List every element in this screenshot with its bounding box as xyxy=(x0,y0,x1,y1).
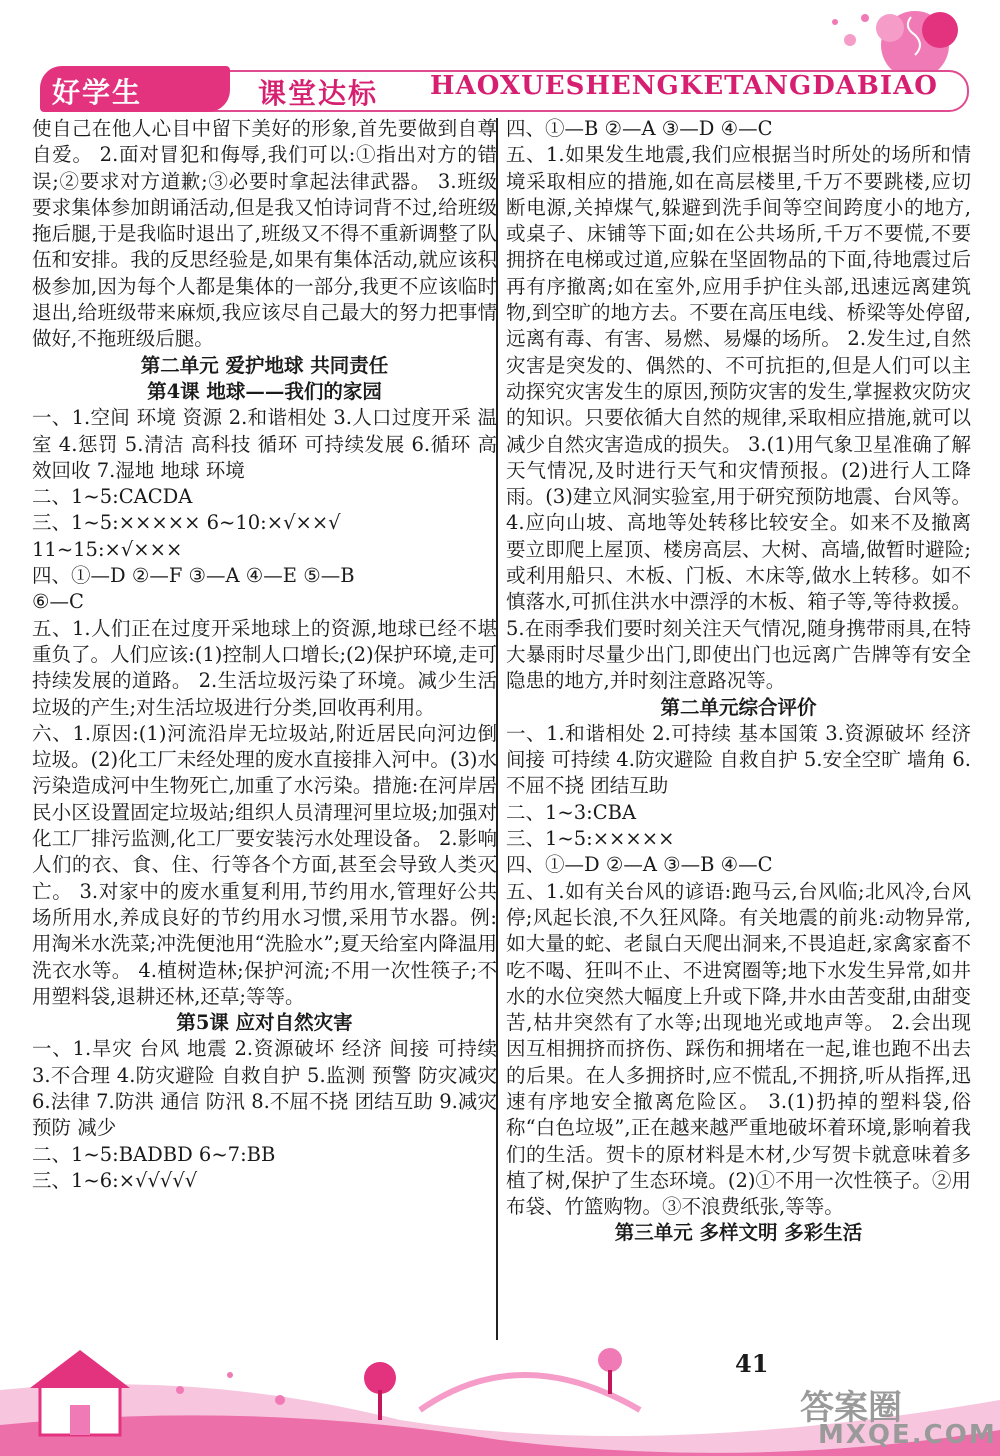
answer-line: 一、1.和谐相处 2.可持续 基本国策 3.资源破坏 经济 间接 可持续 4.防灾避险 自救自护 5.安全空旷 墙角 6.不屈不挠 团结互助 xyxy=(506,721,971,798)
answer-line: 11~15:×√××× xyxy=(32,537,183,561)
answer-line: 二、1~5:CACDA xyxy=(32,485,193,509)
answer-line: 四、①—B ②—A ③—D ④—C xyxy=(506,117,773,140)
answer-line: 四、①—D ②—A ③—B ④—C xyxy=(506,853,773,877)
page-number: 41 xyxy=(735,1349,769,1378)
watermark-title: 答案圈 xyxy=(800,1388,902,1428)
lesson-heading: 第5课 应对自然灾害 xyxy=(176,1011,353,1035)
left-column xyxy=(32,116,497,1194)
answer-line: 二、1~3:CBA xyxy=(506,800,637,824)
unit-heading: 第二单元 爱护地球 共同责任 xyxy=(140,353,389,377)
answer-line: ⑥—C xyxy=(32,590,84,614)
unit-review-heading: 第二单元综合评价 xyxy=(660,695,817,719)
header-pinyin: HAOXUESHENGKETANGDABIAO xyxy=(430,71,938,101)
answer-line: 二、1~5:BADBD 6~7:BB xyxy=(32,1142,276,1166)
watermark xyxy=(800,1380,997,1450)
paragraph: 使自己在他人心目中留下美好的形象,首先要做到自尊自爱。 2.面对冒犯和侮辱,我们可以:①指出对方的错误;②要求对方道歉;③必要时拿起法律武器。 3.班级要求集体参加朗诵活动,但是我又怕诗词背不过,给班级拖后腿,于是我临时退出了,班级又不得不重新调整了队伍和安排。我的反思经验是,如果有集体活动,就应该积极参加,因为每个人都是集体的一部分,我更不应该临时退出,给班级带来麻烦,我应该尽自己最大的努力把事情做好,不拖班级后腿。 xyxy=(32,117,497,351)
answer-line: 一、1.空间 环境 资源 2.和谐相处 3.人口过度开采 温室 4.惩罚 5.清洁 高科技 循环 可持续发展 6.循环 高效回收 7.湿地 地球 环境 xyxy=(32,406,497,482)
answer-line: 三、1~6:×√√√√√ xyxy=(32,1168,198,1192)
brand-pill xyxy=(40,66,230,112)
paragraph: 五、1.如果发生地震,我们应根据当时所处的场所和情境采取相应的措施,如在高层楼里,千万不要跳楼,应切断电源,关掉煤气,躲避到洗手间等空间跨度小的地方,或桌子、床铺等下面;如在公共场所,千万不要慌,不要拥挤在电梯或过道,应躲在坚固物品的下面,待地震过后再有序撤离;如在室外,应用手护住头部,迅速远离建筑物,到空旷的地方去。不要在高压电线、桥梁等处停留,远离有毒、有害、易燃、易爆的场所。 2.发生过,自然灾害是突发的、偶然的、不可抗拒的,但是人们可以主动探究灾害发生的原因,预防灾害的发生,掌握救灾防灾的知识。只要依循大自然的规律,采取相应措施,就可以减少自然灾害造成的损失。 3.(1)用气象卫星准确了解天气情况,及时进行天气和灾情预报。(2)进行人工降雨。(3)建立风洞实验室,用于研究预防地震、台风等。 4.应向山坡、高地等处转移比较安全。如来不及撤离要立即爬上屋顶、楼房高层、大树、高墙,做暂时避险;或利用船只、木板、门板、木床等,做水上转移。如不慎落水,可抓住洪水中漂浮的木板、箱子等,等待救援。 5.在雨季我们要时刻关注天气情况,随身携带雨具,在特大暴雨时尽量少出门,即使出门也远离广告牌等有安全隐患的地方,并时刻注意路况等。 xyxy=(506,143,971,693)
paragraph: 五、1.如有关台风的谚语:跑马云,台风临;北风冷,台风停;风起长浪,不久狂风降。有关地震的前兆:动物异常,如大量的蛇、老鼠白天爬出洞来,不畏追赶,家禽家畜不吃不喝、狂叫不止、不进窝圈等;地下水发生异常,如井水的水位突然大幅度上升或下降,井水由苦变甜,由甜变苦,枯井突然有了水等;出现地光或地声等。 2.会出现因互相拥挤而挤伤、踩伤和拥堵在一起,谁也跑不出去的后果。在人多拥挤时,应不慌乱,不拥挤,听从指挥,迅速有序地安全撤离危险区。 3.(1)扔掉的塑料袋,俗称“白色垃圾”,正在越来越严重地破坏着环境,影响着我们的生活。贺卡的原材料是木材,少写贺卡就意味着多植了树,保护了生态环境。(2)①不用一次性筷子。②用布袋、竹篮购物。③不浪费纸张,等等。 xyxy=(506,879,971,1219)
paragraph: 五、1.人们正在过度开采地球上的资源,地球已经不堪重负了。人们应该:(1)控制人口增长;(2)保护环境,走可持续发展的道路。 2.生活垃圾污染了环境。减少生活垃圾的产生;对生活垃圾进行分类,回收再利用。 xyxy=(32,616,497,719)
header-subtitle: 课堂达标 xyxy=(258,77,379,110)
lesson-heading: 第4课 地球——我们的家园 xyxy=(147,379,382,403)
answer-line: 三、1~5:××××× 6~10:×√××√ xyxy=(32,511,341,535)
right-column xyxy=(506,116,971,1247)
brand-title: 好学生 xyxy=(52,76,143,109)
answer-line: 三、1~5:××××× xyxy=(506,827,675,851)
paragraph: 六、1.原因:(1)河流沿岸无垃圾站,附近居民向河边倒垃圾。(2)化工厂未经处理的废水直接排入河中。(3)水污染造成河中生物死亡,加重了水污染。措施:在河岸居民小区设置固定垃圾站;组织人员清理河里垃圾;加强对化工厂排污监测,化工厂要安装污水处理设备。 2.影响人们的衣、食、住、行等各个方面,甚至会导致人类灭亡。 3.对家中的废水重复利用,节约用水,管理好公共场所用水,养成良好的节约用水习惯,采用节水器。例:用淘米水洗菜;冲洗便池用“洗脸水”;夏天给室内降温用洗衣水等。 4.植树造林;保护河流;不用一次性筷子;不用塑料袋,退耕还林,还草;等等。 xyxy=(32,721,497,1008)
watermark-url: MXQE.COM xyxy=(818,1420,997,1450)
page-header xyxy=(0,0,1000,120)
unit-heading: 第三单元 多样文明 多彩生活 xyxy=(614,1221,863,1245)
answer-line: 一、1.旱灾 台风 地震 2.资源破坏 经济 间接 可持续 3.不合理 4.防灾避险 自救自护 5.监测 预警 防灾减灾 6.法律 7.防洪 通信 防汛 8.不屈不挠 团结互助 9.减灾 预防 减少 xyxy=(32,1037,497,1140)
answer-line: 四、①—D ②—F ③—A ④—E ⑤—B xyxy=(32,564,355,588)
